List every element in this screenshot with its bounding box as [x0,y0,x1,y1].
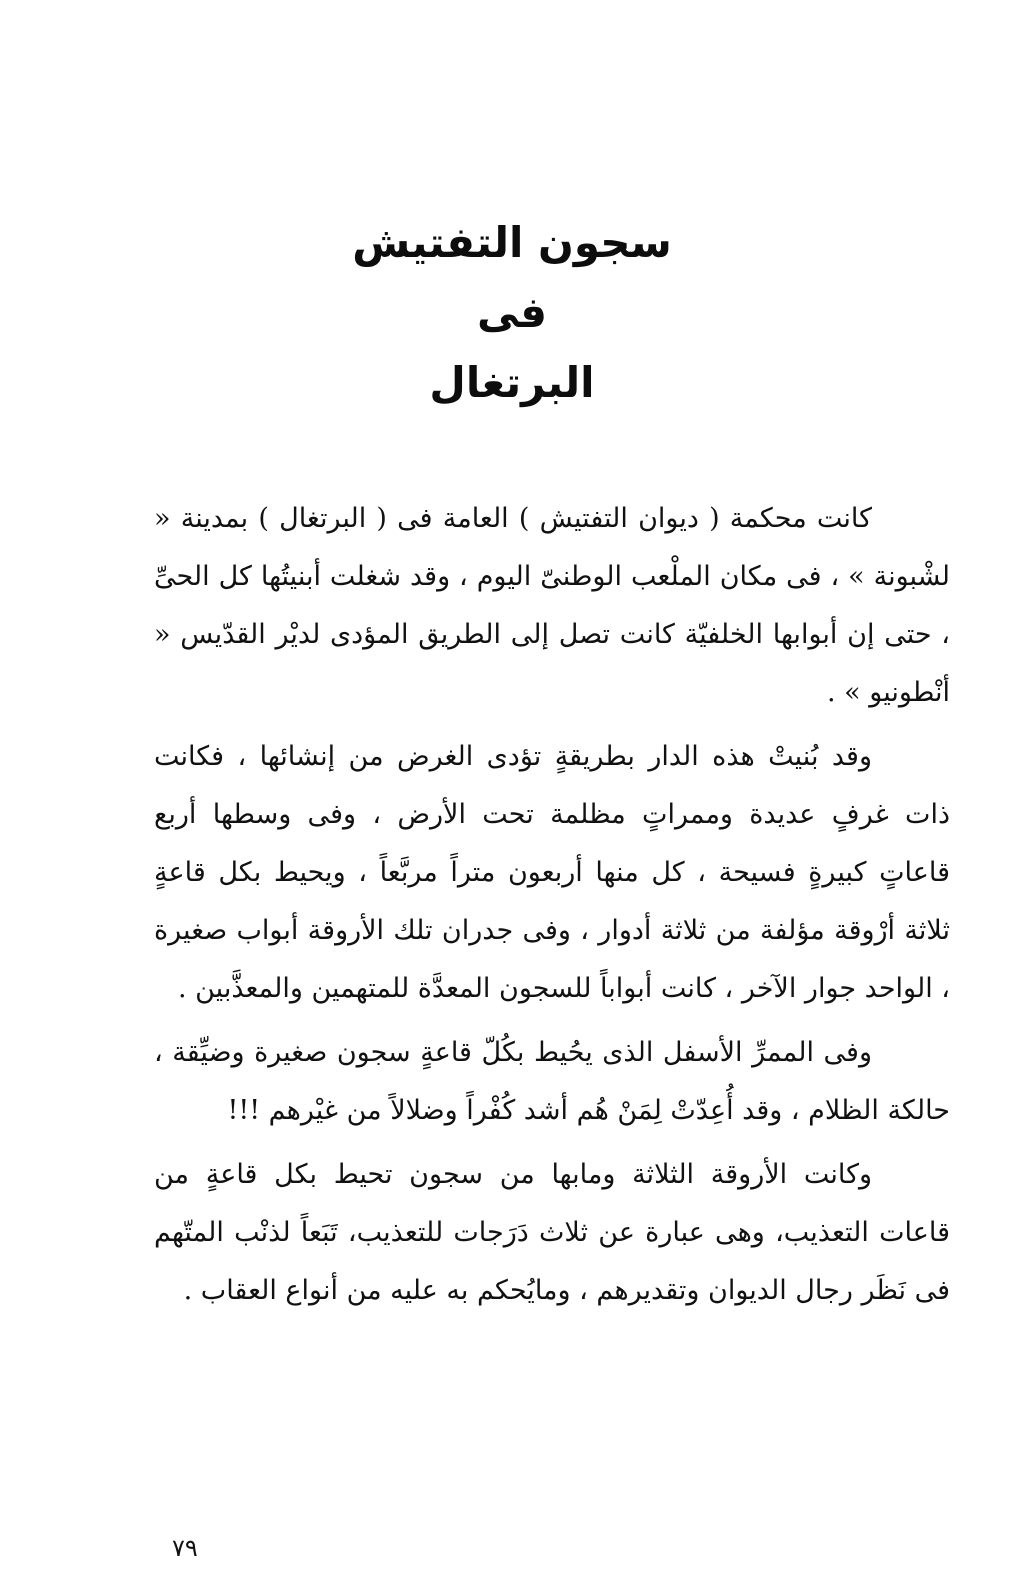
paragraph-3: وفى الممرِّ الأسفل الذى يحُيط بكُلّ قاعةٍ سجون صغيرة وضيِّقة ، حالكة الظلام ، وقد أُعِدّتْ لِمَنْ هُم أشد كُفْراً وضلالاً من غيْرهم !!! [154,1037,950,1126]
title-line-3: البرتغال [429,358,595,407]
paragraph-4: وكانت الأروقة الثلاثة ومابها من سجون تحيط بكل قاعةٍ من قاعات التعذيب، وهى عبارة عن ثلاث دَرَجات للتعذيب، تَبَعاً لذنْب المتّهم فى نَظَر رجال الديوان وتقديرهم ، ومايُحكم به عليه من أنواع العقاب . [154,1159,950,1306]
title-line-2: فى [477,288,547,337]
title-line-1: سجون التفتيش [352,218,672,267]
paragraph-2: وقد بُنيتْ هذه الدار بطريقةٍ تؤدى الغرض من إنشائها ، فكانت ذات غرفٍ عديدة وممراتٍ مظلمة تحت الأرض ، وفى وسطها أربع قاعاتٍ كبيرةٍ فسيحة ، كل منها أربعون متراً مربَّعاً ، ويحيط بكل قاعةٍ ثلاثة أرْوقة مؤلفة من ثلاثة أدوار ، وفى جدران تلك الأروقة أبواب صغيرة ، الواحد جوار الآخر ، كانت أبواباً للسجون المعدَّة للمتهمين والمعذَّبين . [154,741,950,1004]
body-text [154,490,950,1326]
page-number: ٧٩ [172,1534,198,1562]
chapter-title [0,208,1024,418]
paragraph-1: كانت محكمة ( ديوان التفتيش ) العامة فى ( البرتغال ) بمدينة « لشْبونة » ، فى مكان الملْعب الوطنىّ اليوم ، وقد شغلت أبنيتُها كل الحىِّ ، حتى إن أبوابها الخلفيّة كانت تصل إلى الطريق المؤدى لديْر القدّيس « أنْطونيو » . [154,503,950,708]
